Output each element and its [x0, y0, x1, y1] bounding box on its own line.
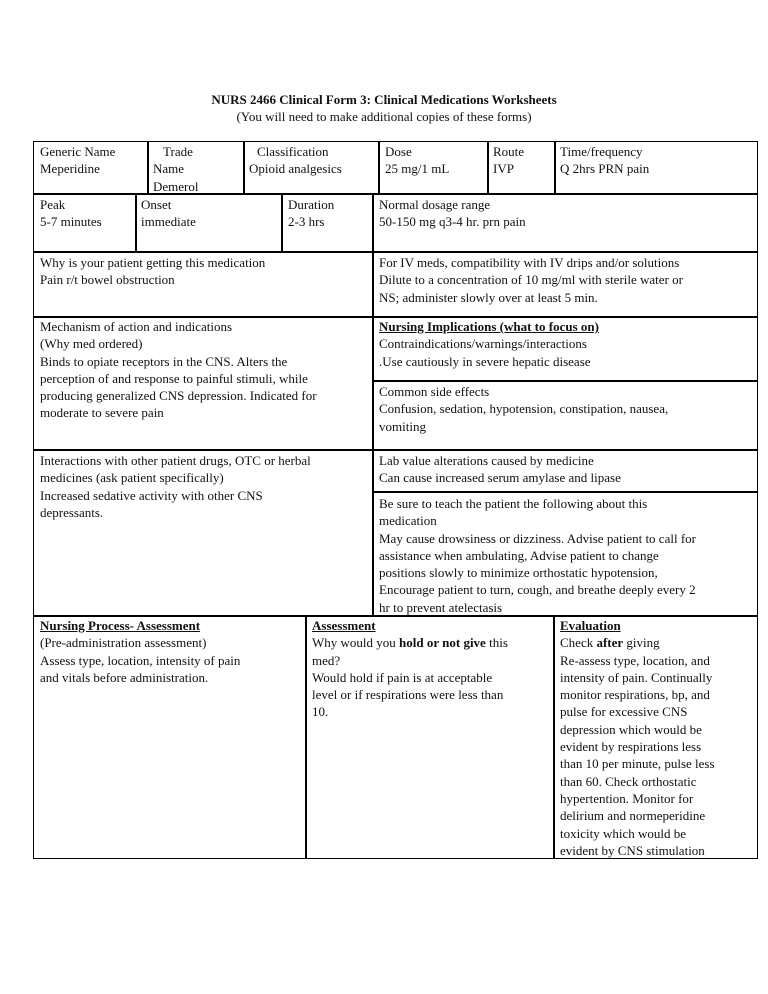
iv-compatibility-line: Dilute to a concentration of 10 mg/ml with sterile water or [379, 272, 683, 288]
evaluation-cell [560, 617, 715, 859]
column-divider [378, 141, 380, 194]
mechanism-cell [40, 318, 317, 422]
interactions-line: medicines (ask patient specifically) [40, 470, 224, 486]
peak-cell [40, 196, 102, 231]
evaluation-line: Re-assess type, location, and [560, 652, 710, 668]
mechanism-line: Binds to opiate receptors in the CNS. Alters the [40, 353, 288, 369]
patient-teaching-cell [379, 495, 696, 616]
duration-cell [288, 196, 334, 231]
lab-values-cell [379, 452, 621, 487]
generic-name-label: Generic Name [40, 144, 116, 159]
assessment-question [312, 634, 508, 651]
time-frequency-value: Q 2hrs PRN pain [560, 161, 650, 177]
column-divider [553, 615, 555, 859]
patient-teaching-line: medication [379, 513, 437, 529]
iv-compatibility-line: NS; administer slowly over at least 5 min. [379, 289, 598, 305]
lab-values-line: Lab value alterations caused by medicine [379, 453, 594, 468]
evaluation-check-post: giving [623, 635, 660, 651]
mechanism-line: producing generalized CNS depression. Indicated for [40, 388, 317, 404]
column-divider [147, 141, 149, 194]
nursing-implications-line: .Use cautiously in severe hepatic disease [379, 353, 591, 369]
assessment-line: level or if respirations were less than [312, 687, 504, 703]
evaluation-line: monitor respirations, bp, and [560, 687, 710, 703]
classification-value: Opioid analgesics [249, 161, 342, 177]
row-divider [33, 193, 758, 195]
peak-label: Peak [40, 197, 66, 212]
patient-teaching-line: assistance when ambulating, Advise patient to change [379, 547, 659, 563]
mechanism-line: moderate to severe pain [40, 405, 164, 421]
iv-compatibility-label: For IV meds, compatibility with IV drips and/or solutions [379, 255, 680, 270]
evaluation-line: than 10 per minute, pulse less [560, 756, 715, 772]
trade-name-cell [153, 143, 198, 195]
peak-value: 5-7 minutes [40, 214, 102, 230]
duration-label: Duration [288, 197, 335, 212]
onset-label: Onset [141, 197, 172, 212]
iv-compatibility-cell [379, 254, 683, 306]
side-effects-line: vomiting [379, 418, 426, 434]
duration-value: 2-3 hrs [288, 214, 325, 230]
evaluation-line: toxicity which would be [560, 825, 687, 841]
dose-cell [385, 143, 449, 178]
evaluation-check-bold: after [596, 635, 624, 651]
onset-value: immediate [141, 214, 196, 230]
route-value: IVP [493, 161, 514, 177]
assessment-question-pre: Why would you [312, 635, 400, 651]
column-divider [372, 193, 374, 616]
side-effects-line: Confusion, sedation, hypotension, constipation, nausea, [379, 401, 669, 417]
column-divider [243, 141, 245, 194]
why-medication-label: Why is your patient getting this medication [40, 255, 266, 270]
dose-label: Dose [385, 144, 412, 159]
evaluation-line: evident by CNS stimulation [560, 842, 705, 858]
evaluation-check-pre: Check [560, 635, 597, 651]
row-divider [372, 380, 758, 382]
generic-name-value: Meperidine [40, 161, 100, 177]
nursing-implications-cell [379, 318, 599, 370]
time-frequency-cell [560, 143, 649, 178]
form-subtitle: (You will need to make additional copies of these forms) [236, 109, 532, 124]
time-frequency-label: Time/frequency [560, 144, 643, 159]
evaluation-line: evident by respirations less [560, 739, 702, 755]
patient-teaching-line: positions slowly to minimize orthostatic hypotension, [379, 565, 658, 581]
patient-teaching-line: Be sure to teach the patient the following about this [379, 496, 648, 511]
why-medication-cell [40, 254, 265, 289]
mechanism-line: (Why med ordered) [40, 336, 143, 352]
nursing-implications-title: Nursing Implications (what to focus on) [379, 319, 599, 334]
generic-name-cell [40, 143, 115, 178]
evaluation-line: depression which would be [560, 721, 702, 737]
patient-teaching-line: May cause drowsiness or dizziness. Advise patient to call for [379, 530, 696, 546]
evaluation-line: intensity of pain. Continually [560, 669, 713, 685]
nursing-process-line: (Pre-administration assessment) [40, 635, 207, 651]
why-medication-value: Pain r/t bowel obstruction [40, 272, 175, 288]
assessment-line: 10. [312, 704, 329, 720]
assessment-line: med? [312, 652, 341, 668]
nursing-process-cell [40, 617, 240, 686]
interactions-cell [40, 452, 311, 521]
lab-values-line: Can cause increased serum amylase and lipase [379, 470, 621, 486]
evaluation-line: delirium and normeperidine [560, 808, 706, 824]
evaluation-line: pulse for excessive CNS [560, 704, 688, 720]
evaluation-check [560, 634, 715, 651]
classification-cell [249, 143, 342, 178]
interactions-line: depressants. [40, 504, 104, 520]
classification-label: Classification [257, 144, 329, 159]
column-divider [135, 193, 137, 252]
trade-name-label-2: Name [153, 161, 185, 177]
assessment-title: Assessment [312, 618, 376, 633]
evaluation-line: hypertention. Monitor for [560, 790, 694, 806]
route-label: Route [493, 144, 525, 159]
assessment-line: Would hold if pain is at acceptable [312, 669, 493, 685]
evaluation-title: Evaluation [560, 618, 621, 633]
interactions-line: Increased sedative activity with other CNS [40, 487, 263, 503]
side-effects-cell [379, 383, 668, 435]
dosage-range-value: 50-150 mg q3-4 hr. prn pain [379, 214, 526, 230]
interactions-line: Interactions with other patient drugs, OTC or herbal [40, 453, 311, 468]
column-divider [305, 615, 307, 859]
row-divider [33, 449, 758, 451]
column-divider [554, 141, 556, 194]
trade-name-value: Demerol [153, 178, 199, 194]
dosage-range-cell [379, 196, 526, 231]
assessment-cell [312, 617, 508, 721]
patient-teaching-line: Encourage patient to turn, cough, and breathe deeply every 2 [379, 582, 696, 598]
row-divider [372, 491, 758, 493]
column-divider [281, 193, 283, 252]
onset-cell [141, 196, 196, 231]
assessment-question-post: this [485, 635, 508, 651]
nursing-process-title: Nursing Process- Assessment [40, 618, 201, 633]
row-divider [33, 251, 758, 253]
mechanism-line: perception of and response to painful stimuli, while [40, 370, 308, 386]
column-divider [487, 141, 489, 194]
nursing-process-line: Assess type, location, intensity of pain [40, 652, 241, 668]
route-cell [493, 143, 524, 178]
side-effects-line: Common side effects [379, 384, 490, 399]
mechanism-line: Mechanism of action and indications [40, 319, 233, 334]
form-title: NURS 2466 Clinical Form 3: Clinical Medications Worksheets [211, 92, 557, 107]
evaluation-line: than 60. Check orthostatic [560, 773, 697, 789]
assessment-question-bold: hold or not give [399, 635, 486, 651]
dosage-range-label: Normal dosage range [379, 197, 491, 212]
patient-teaching-line: hr to prevent atelectasis [379, 599, 503, 615]
trade-name-label: Trade [163, 144, 193, 159]
dose-value: 25 mg/1 mL [385, 161, 450, 177]
nursing-process-line: and vitals before administration. [40, 669, 209, 685]
nursing-implications-line: Contraindications/warnings/interactions [379, 336, 587, 352]
